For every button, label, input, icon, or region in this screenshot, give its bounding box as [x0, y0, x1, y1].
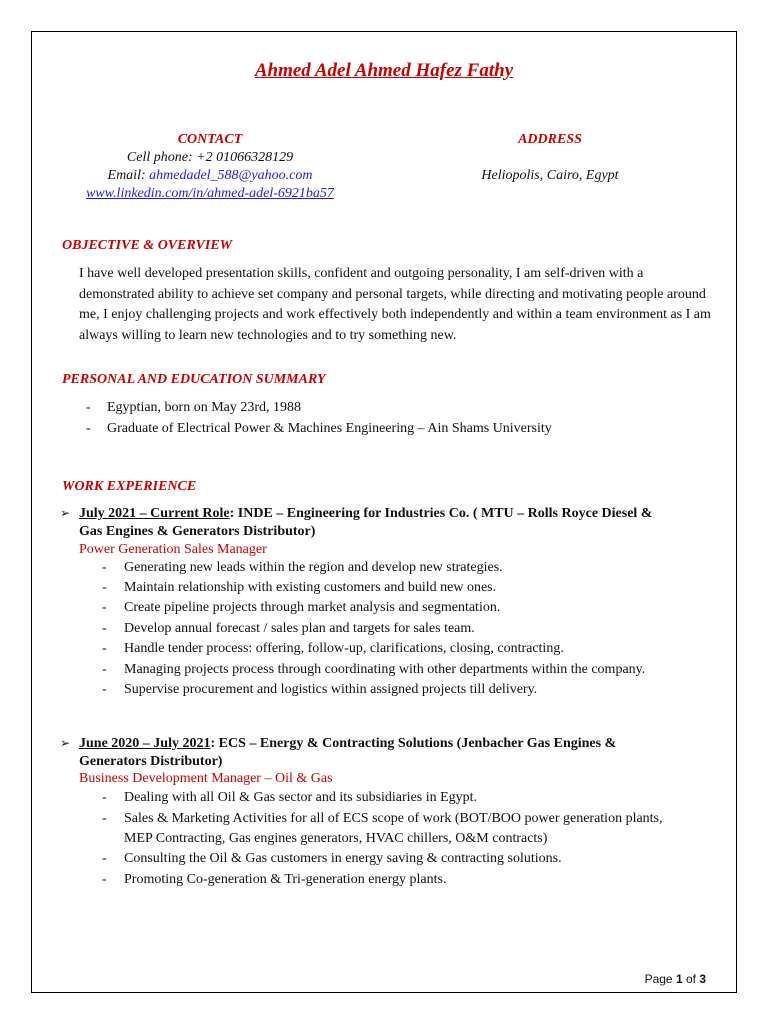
personal-item: - Graduate of Electrical Power & Machines Engineering – Ain Shams University [86, 421, 552, 436]
phone-label: Cell phone: [126, 150, 197, 165]
duty-item: - Consulting the Oil & Gas customers in energy saving & contracting solutions. [102, 851, 562, 866]
email-line [60, 167, 360, 185]
dash-bullet: - [102, 641, 107, 656]
dash-bullet: - [102, 790, 107, 805]
job-company: : INDE – Engineering for Industries Co. ( MTU – Rolls Royce Diesel & [229, 506, 653, 521]
dash-bullet: - [102, 811, 107, 826]
job-header [60, 735, 712, 770]
duty-item: - Dealing with all Oil & Gas sector and its subsidiaries in Egypt. [102, 790, 478, 805]
dash-bullet: - [102, 851, 107, 866]
current-page: 1 [675, 972, 683, 986]
duty-item-cont: MEP Contracting, Gas engines generators, HVAC chillers, O&M contracts) [124, 831, 548, 846]
work-title: WORK EXPERIENCE [62, 479, 197, 494]
email-link[interactable]: ahmedadel_588@yahoo.com [149, 168, 313, 183]
job-period: June 2020 – July 2021 [79, 736, 211, 751]
dash-bullet: - [102, 872, 107, 887]
duty-item: - Handle tender process: offering, follow-up, clarifications, closing, contracting. [102, 641, 564, 656]
objective-text: I have well developed presentation skills, confident and outgoing personality, I am self-driven with a demonstrated ability to achieve set company and personal targets, while directing and motivating people around me, I enjoy challenging projects and work effectively both independently and within a team environment as I am always willing to learn new technologies and to try something new. [79, 266, 711, 343]
duty-item: - Sales & Marketing Activities for all of ECS scope of work (BOT/BOO power generation plants, [102, 811, 663, 826]
dash-bullet: - [102, 621, 107, 636]
dash-bullet: - [86, 400, 91, 415]
dash-bullet: - [102, 560, 107, 575]
job-role: Business Development Manager – Oil & Gas [79, 771, 333, 786]
job-company-cont: Generators Distributor) [79, 753, 223, 769]
duty-item: - Supervise procurement and logistics within assigned projects till delivery. [102, 682, 538, 697]
phone-number: +2 01066328129 [196, 150, 294, 165]
objective-title: OBJECTIVE & OVERVIEW [62, 238, 233, 253]
duty-item: - Managing projects process through coordinating with other departments within the company. [102, 662, 646, 677]
dash-bullet: - [86, 421, 91, 436]
dash-bullet: - [102, 682, 107, 697]
duty-item: - Generating new leads within the region and develop new strategies. [102, 560, 503, 575]
arrow-bullet-icon: ➢ [60, 736, 71, 750]
linkedin-link[interactable]: www.linkedin.com/in/ahmed-adel-6921ba57 [86, 186, 334, 201]
duty-item: - Create pipeline projects through market analysis and segmentation. [102, 600, 501, 615]
duty-item: - Maintain relationship with existing customers and build new ones. [102, 580, 497, 595]
address-value: Heliopolis, Cairo, Egypt [481, 168, 619, 183]
page-number: Page 1 of 3 [644, 972, 706, 986]
personal-title: PERSONAL AND EDUCATION SUMMARY [62, 372, 326, 387]
duty-item: - Promoting Co-generation & Tri-generation energy plants. [102, 872, 447, 887]
email-label: Email: [107, 168, 150, 183]
contact-heading: CONTACT [177, 132, 243, 147]
total-pages: 3 [699, 972, 706, 986]
duty-item: - Develop annual forecast / sales plan and targets for sales team. [102, 621, 475, 636]
job-header [60, 505, 712, 540]
address-heading: ADDRESS [518, 132, 582, 147]
contact-section [60, 131, 360, 203]
personal-item: - Egyptian, born on May 23rd, 1988 [86, 400, 302, 415]
phone-line [60, 149, 360, 167]
arrow-bullet-icon: ➢ [60, 506, 71, 520]
job-company: : ECS – Energy & Contracting Solutions (Jenbacher Gas Engines & [210, 736, 617, 751]
job-period: July 2021 – Current Role [79, 506, 230, 521]
candidate-name: Ahmed Adel Ahmed Hafez Fathy [254, 60, 514, 81]
job-company-cont: Gas Engines & Generators Distributor) [79, 523, 316, 539]
address-section [400, 131, 700, 185]
job-role: Power Generation Sales Manager [79, 542, 267, 557]
dash-bullet: - [102, 662, 107, 677]
dash-bullet: - [102, 580, 107, 595]
dash-bullet: - [102, 600, 107, 615]
